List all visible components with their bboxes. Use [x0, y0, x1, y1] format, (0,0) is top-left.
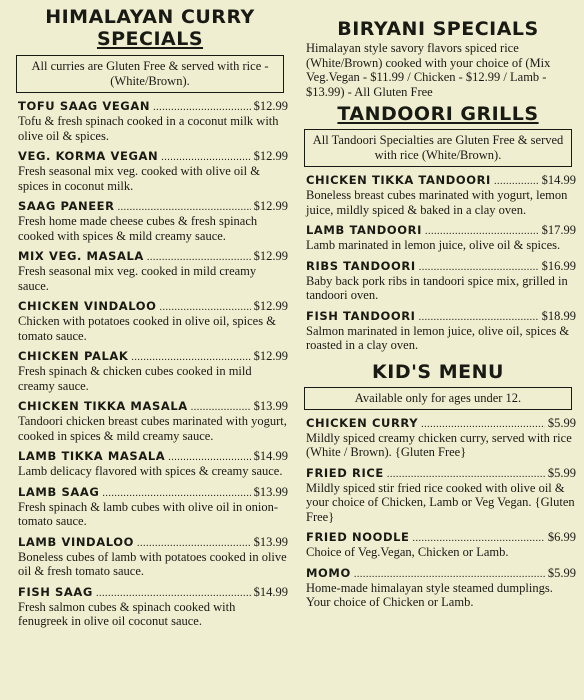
dot-leader — [160, 302, 251, 313]
menu-item — [306, 309, 576, 353]
dot-leader — [419, 262, 539, 273]
menu-item-header — [18, 199, 288, 214]
dot-leader — [413, 533, 545, 544]
menu-item — [18, 199, 288, 243]
tandoori-heading: TANDOORI GRILLS — [337, 103, 539, 125]
menu-item-name: FISH TANDOORI — [306, 308, 416, 323]
menu-item-header — [306, 259, 576, 274]
curry-specials-heading — [12, 6, 288, 50]
menu-item-description: Lamb delicacy flavored with spices & creamy sauce. — [18, 464, 283, 478]
menu-item-description: Mildly spiced stir fried rice cooked with olive oil & your choice of Chicken, Lamb or Veg Vegan. {Gluten Free} — [306, 480, 575, 524]
menu-item-price: $14.99 — [541, 173, 576, 187]
menu-item-description: Fresh seasonal mix veg. cooked in mild creamy sauce. — [18, 264, 257, 293]
menu-item-description: Lamb marinated in lemon juice, olive oil & spices. — [306, 238, 561, 252]
menu-item-price: $12.99 — [253, 199, 288, 213]
menu-item-header — [18, 349, 288, 364]
tandoori-note-box: All Tandoori Specialties are Gluten Free & served with rice (White/Brown). — [304, 129, 572, 167]
kids-menu-heading: KID'S MENU — [372, 360, 504, 383]
menu-item-header — [18, 485, 288, 500]
dot-leader — [131, 352, 250, 363]
menu-item-header — [18, 449, 288, 464]
menu-item-price: $5.99 — [547, 415, 576, 430]
menu-item — [18, 149, 288, 193]
menu-item-price: $6.99 — [547, 530, 576, 544]
menu-item-description: Home-made himalayan style steamed dumplings. Your choice of Chicken or Lamb. — [306, 580, 553, 609]
menu-item-name: LAMB TIKKA MASALA — [18, 449, 166, 463]
menu-item-name: CHICKEN PALAK — [18, 349, 129, 363]
dot-leader — [96, 588, 251, 599]
curry-specials-column — [12, 0, 288, 635]
menu-item — [18, 485, 288, 529]
menu-item-name: CHICKEN VINDALOO — [18, 299, 157, 313]
menu-item-header — [18, 399, 288, 414]
kids-note-box: Available only for ages under 12. — [304, 387, 572, 410]
menu-item-description: Fresh home made cheese cubes & fresh spinach cooked with spices & mild creamy sauce. — [18, 214, 258, 243]
menu-item-header — [306, 309, 576, 324]
menu-item-name: VEG. KORMA VEGAN — [18, 149, 159, 163]
menu-item-name: RIBS TANDOORI — [306, 258, 416, 273]
dot-leader — [191, 402, 251, 413]
right-column — [300, 0, 576, 616]
menu-item-description: Fresh seasonal mix veg. cooked with olive oil & spices in coconut milk. — [18, 164, 260, 193]
menu-item-price: $5.99 — [547, 465, 576, 480]
menu-item-price: $18.99 — [541, 308, 576, 323]
dot-leader — [421, 419, 545, 430]
menu-item-name: LAMB VINDALOO — [18, 534, 134, 549]
menu-item-price: $14.99 — [253, 449, 288, 463]
dot-leader — [153, 102, 251, 113]
dot-leader — [161, 152, 250, 163]
menu-item — [18, 585, 288, 629]
menu-item-description: Tandoori chicken breast cubes marinated with yogurt, cooked in spices & mild creamy sauce. — [18, 414, 287, 443]
menu-item-price: $17.99 — [541, 223, 576, 237]
tandoori-item-list — [300, 173, 576, 353]
menu-item — [18, 449, 288, 479]
menu-item-header — [306, 566, 576, 581]
menu-item-price: $13.99 — [253, 484, 288, 499]
menu-item-name: SAAG PANEER — [18, 199, 115, 213]
menu-item-header — [18, 149, 288, 164]
menu-item-description: Fresh salmon cubes & spinach cooked with fenugreek in olive oil coconut sauce. — [18, 599, 236, 628]
menu-item — [306, 259, 576, 303]
menu-item-description: Choice of Veg.Vegan, Chicken or Lamb. — [306, 545, 509, 559]
curry-heading-line1: HIMALAYAN CURRY — [45, 6, 255, 28]
menu-item-price: $12.99 — [253, 249, 288, 263]
biryani-heading: BIRYANI SPECIALS — [337, 18, 539, 40]
menu-item — [18, 249, 288, 293]
menu-item-description: Boneless breast cubes marinated with yogurt, lemon juice, mildly spiced & baked in a clay oven. — [306, 188, 568, 217]
menu-item-header — [306, 530, 576, 545]
menu-item-description: Baby back pork ribs in tandoori spice mix, grilled in tandoori oven. — [306, 273, 568, 302]
menu-item-name: LAMB SAAG — [18, 484, 100, 499]
menu-item — [18, 535, 288, 579]
menu-item-name: CHICKEN TIKKA TANDOORI — [306, 173, 491, 187]
menu-item-header — [306, 173, 576, 188]
curry-heading-line2: SPECIALS — [96, 28, 204, 50]
menu-item-header — [18, 299, 288, 314]
dot-leader — [137, 538, 251, 549]
menu-item-name: FRIED RICE — [306, 465, 384, 480]
menu-item-price: $12.99 — [253, 149, 288, 163]
curry-note-box: All curries are Gluten Free & served with rice - (White/Brown). — [16, 55, 284, 93]
menu-item-description: Fresh spinach & lamb cubes with olive oil in onion-tomato sauce. — [18, 499, 279, 528]
menu-item-header — [18, 249, 288, 264]
menu-item-name: TOFU SAAG VEGAN — [18, 99, 151, 113]
dot-leader — [102, 488, 250, 499]
menu-item-name: LAMB TANDOORI — [306, 223, 422, 237]
menu-item-header — [306, 416, 576, 431]
menu-item-name: CHICKEN TIKKA MASALA — [18, 399, 188, 413]
menu-item — [306, 173, 576, 217]
menu-item-name: MOMO — [306, 565, 351, 580]
dot-leader — [494, 176, 539, 187]
menu-item-name: MIX VEG. MASALA — [18, 249, 144, 263]
menu-item-description: Mildly spiced creamy chicken curry, served with rice (White / Brown). {Gluten Free} — [306, 430, 572, 459]
dot-leader — [425, 226, 539, 237]
menu-item — [306, 566, 576, 610]
menu-item-name: FRIED NOODLE — [306, 530, 410, 544]
menu-item-price: $12.99 — [253, 99, 288, 113]
menu-item-price: $12.99 — [253, 299, 288, 313]
menu-item-name: FISH SAAG — [18, 584, 93, 599]
dot-leader — [419, 312, 539, 323]
menu-item-header — [306, 466, 576, 481]
menu-item-price: $14.99 — [253, 584, 288, 599]
menu-item-description: Salmon marinated in lemon juice, olive oil, spices & roasted in a clay oven. — [306, 323, 570, 352]
menu-item-description: Fresh spinach & chicken cubes cooked in mild creamy sauce. — [18, 364, 252, 393]
menu-item-price: $5.99 — [547, 565, 576, 580]
menu-item — [18, 399, 288, 443]
menu-item-header — [306, 223, 576, 238]
menu-item-header — [18, 99, 288, 114]
menu-item — [18, 99, 288, 143]
menu-item-header — [18, 535, 288, 550]
biryani-description: Himalayan style savory flavors spiced rice (White/Brown) cooked with your choice of (Mix Veg.Vegan - $11.99 / Chicken - $12.99 / Lamb - $13.99) - All Gluten Free — [306, 41, 551, 99]
dot-leader — [354, 569, 545, 580]
menu-item-price: $16.99 — [541, 258, 576, 273]
menu-item-name: CHICKEN CURRY — [306, 415, 419, 430]
menu-item — [306, 466, 576, 525]
menu-item-price: $12.99 — [253, 349, 288, 363]
dot-leader — [387, 469, 545, 480]
dot-leader — [168, 452, 250, 463]
menu-item-description: Boneless cubes of lamb with potatoes cooked in olive oil & fresh tomato sauce. — [18, 549, 287, 578]
menu-item — [306, 530, 576, 560]
menu-item — [306, 223, 576, 253]
menu-item-header — [18, 585, 288, 600]
menu-item — [306, 416, 576, 460]
menu-item-description: Tofu & fresh spinach cooked in a coconut milk with olive oil & spices. — [18, 114, 279, 143]
menu-item-price: $13.99 — [253, 399, 288, 413]
curry-item-list — [12, 99, 288, 629]
dot-leader — [118, 202, 251, 213]
menu-item — [18, 299, 288, 343]
menu-item — [18, 349, 288, 393]
dot-leader — [147, 252, 251, 263]
kids-item-list — [300, 416, 576, 610]
menu-item-description: Chicken with potatoes cooked in olive oil, spices & tomato sauce. — [18, 314, 276, 343]
menu-item-price: $13.99 — [253, 534, 288, 549]
